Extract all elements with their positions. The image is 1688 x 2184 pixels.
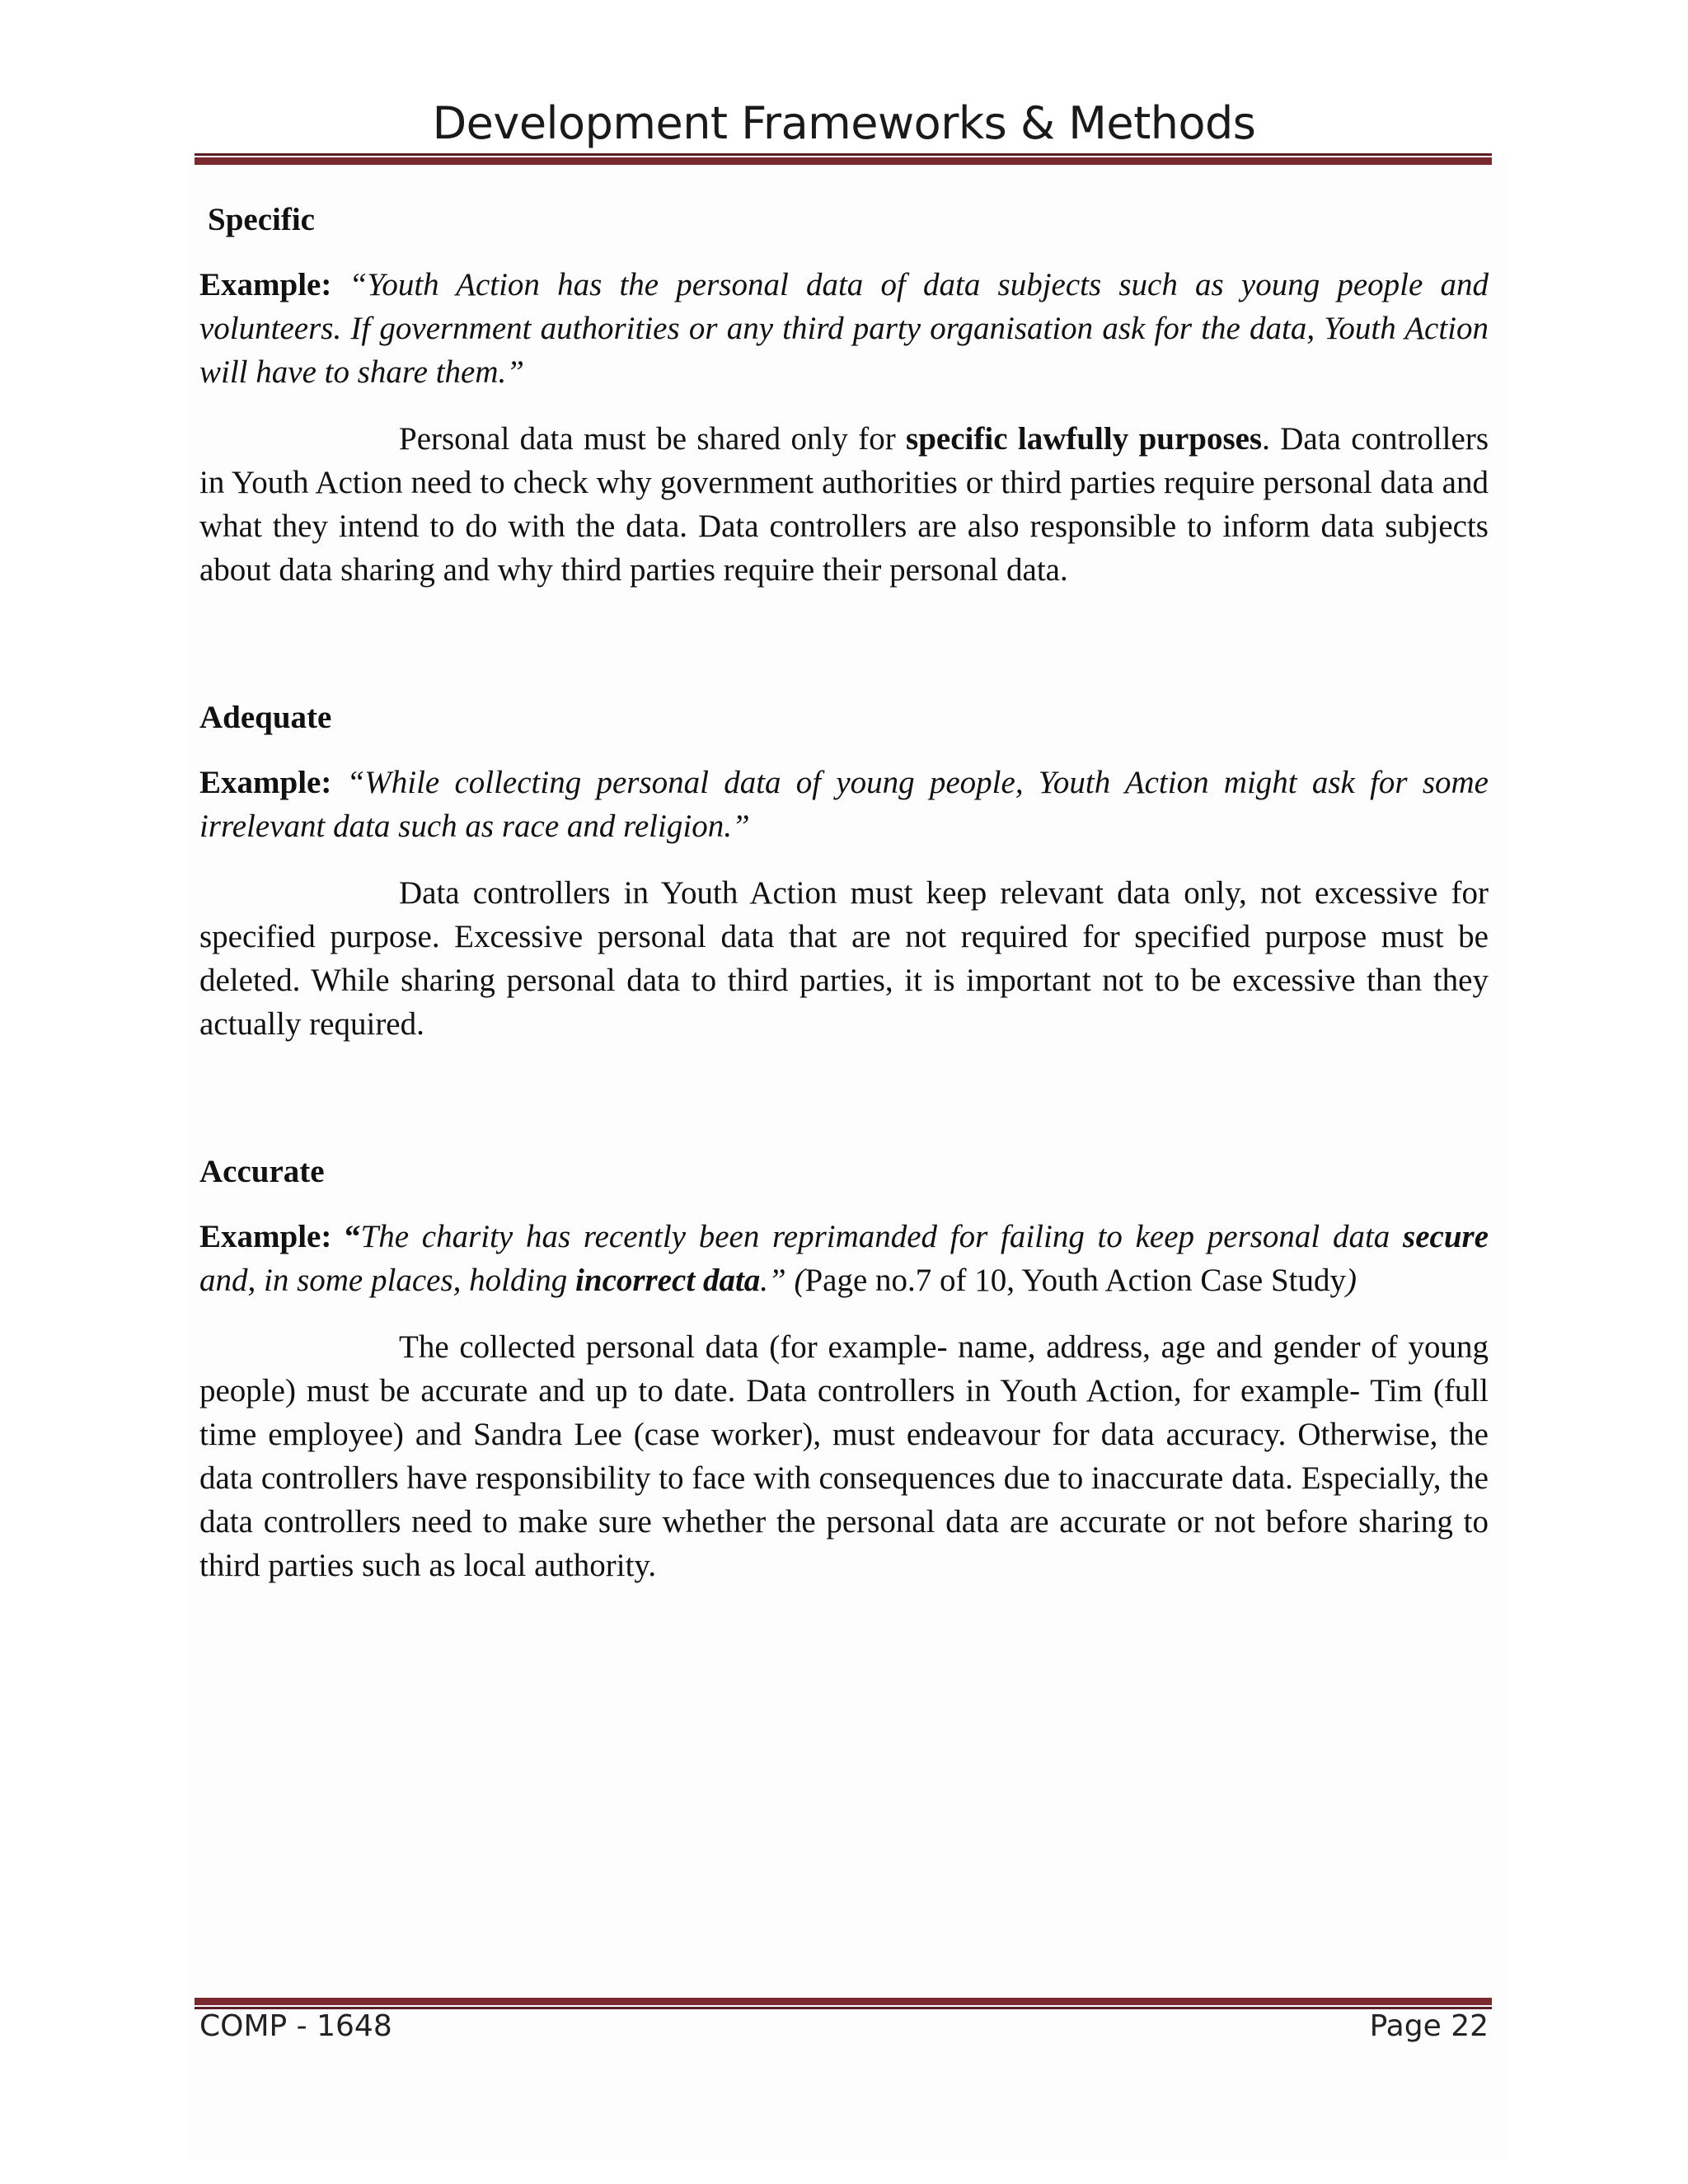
section-heading-accurate: Accurate [199,1154,325,1189]
section-heading-specific: Specific [208,202,315,237]
example-emphasis: secure [1403,1219,1489,1254]
example-quote: .” ( [760,1263,805,1298]
header-title: Development Frameworks & Methods [432,97,1256,149]
document-body [199,198,1489,1587]
open-quote: “ [345,1219,361,1254]
paragraph-adequate: Data controllers in Youth Action must keep relevant data only, not excessive for specified purpose. Excessive personal data that are not required for specified purpose must be deleted. While sharing personal data to third parties, it is important not to be excessive than they actually required. [199,875,1489,1042]
paragraph-text: . Data controllers in Youth Action need to check why government authorities or third parties require personal data and what they intend to do with the data. Data controllers are also responsible to inform data subjects about data sharing and why third parties require their personal data. [199,421,1489,588]
example-quote: and, in some places, holding [199,1263,576,1298]
paragraph-text: Personal data must be shared only for [399,421,907,457]
example-label: Example: [199,1219,345,1254]
example-quote: The charity has recently been reprimanded for failing to keep personal data [360,1219,1404,1254]
header-rule [195,153,1492,165]
close-paren: ) [1346,1263,1357,1298]
paragraph-accurate: The collected personal data (for example- name, address, age and gender of young people) must be accurate and up to date. Data controllers in Youth Action, for example- Tim (full time employee) and Sandra Lee (case worker), must endeavour for data accuracy. Otherwise, the data controllers have responsibility to face with consequences due to inaccurate data. Especially, the data controllers need to make sure whether the personal data are accurate or not before sharing to third parties such as local authority. [199,1329,1489,1583]
paragraph-specific [199,417,1489,592]
example-specific [199,263,1489,394]
example-label: Example: [199,267,332,302]
example-quote: “Youth Action has the personal data of data subjects such as young people and volunteers. If government authorities or any third party organisation ask for the data, Youth Action will have to share them.” [199,267,1489,390]
section-heading-adequate: Adequate [199,700,332,735]
section-spacer [199,1046,1489,1150]
paragraph-emphasis: specific lawfully purposes [906,421,1263,457]
citation: Page no.7 of 10, Youth Action Case Study [804,1263,1346,1298]
footer-course-code: COMP - 1648 [199,2009,392,2043]
section-spacer [199,592,1489,696]
footer-rule [195,1998,1492,2009]
footer-page-number: Page 22 [1369,2009,1489,2043]
example-label: Example: [199,765,332,800]
example-adequate [199,761,1489,848]
example-emphasis: incorrect data [575,1263,761,1298]
example-accurate [199,1215,1489,1302]
example-quote: “While collecting personal data of young people, Youth Action might ask for some irrelevant data such as race and religion.” [199,765,1489,844]
